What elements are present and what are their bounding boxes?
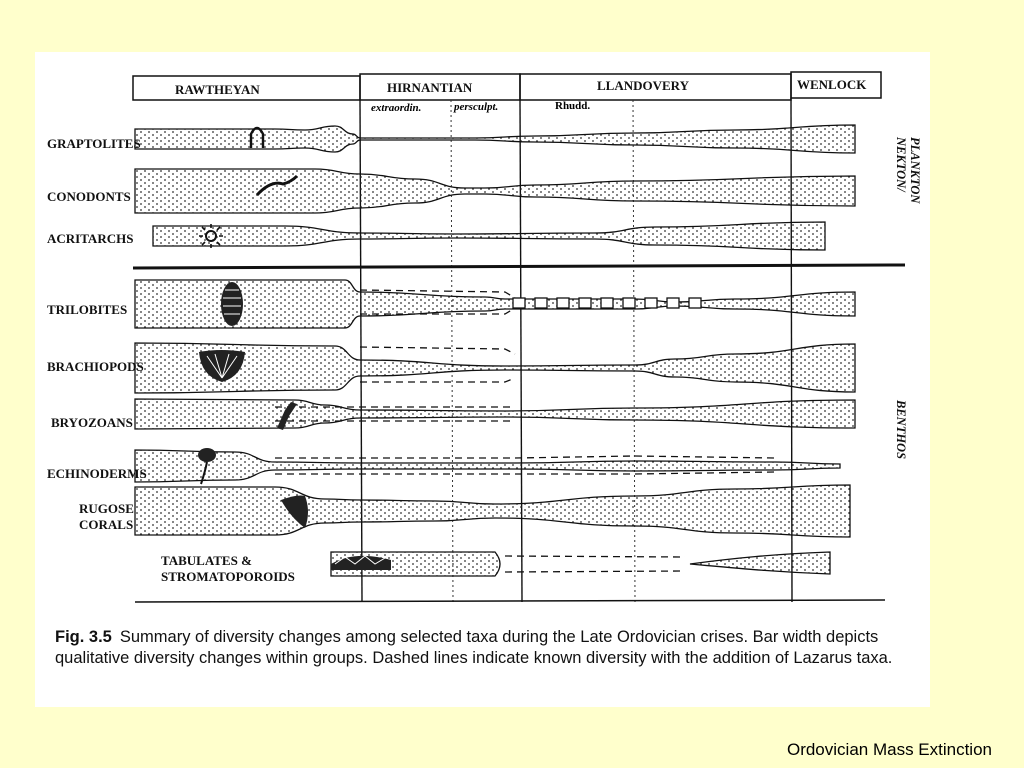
figure-panel [35, 52, 930, 707]
figure-caption [55, 627, 915, 669]
echinoderms-bar [135, 450, 840, 482]
lazarus-box [579, 298, 591, 308]
zone-rhudd: Rhudd. [555, 100, 591, 112]
bryozoans-bar [135, 399, 855, 429]
trilobite-lazarus-boxes [513, 298, 701, 308]
slide-footer: Ordovician Mass Extinction [786, 740, 992, 759]
taxon-trilobites: TRILOBITES [47, 302, 128, 317]
brachiopods-dash-upper [360, 347, 515, 354]
lazarus-box [667, 298, 679, 308]
caption-text: Summary of diversity changes among selected taxa during the Late Ordovician crises. Bar width depicts qualitative diversity changes within groups. Dashed lines indicate known diversity with the addition of Lazarus taxa. [55, 628, 893, 667]
lazarus-box [535, 298, 547, 308]
taxon-rugose-line2: CORALS [79, 517, 134, 532]
taxon-echinoderms: ECHINODERMS [47, 466, 147, 481]
lazarus-box [689, 298, 701, 308]
graptolites-bar [135, 125, 855, 153]
tabulates-recovery-bar [690, 552, 830, 574]
taxon-rugose-line1: RUGOSE [79, 501, 134, 516]
period-wenlock: WENLOCK [797, 77, 867, 92]
rugose-bar [135, 485, 850, 537]
taxon-conodonts: CONODONTS [47, 189, 131, 204]
figure-number: Fig. 3.5 [55, 628, 112, 646]
tabulates-dash-lower [505, 571, 685, 572]
echinoderms-dash-lower [275, 472, 775, 474]
lazarus-box [557, 298, 569, 308]
taxon-tabulates-line1: TABULATES & [161, 553, 252, 568]
brachiopods-bar [135, 343, 855, 393]
lazarus-box [601, 298, 613, 308]
trilobite-icon [221, 282, 243, 326]
echinoderms-dash-upper [275, 456, 775, 458]
taxon-bryozoans: BRYOZOANS [51, 415, 133, 430]
taxon-brachiopods: BRACHIOPODS [47, 359, 144, 374]
diversity-bars [135, 125, 855, 576]
brachiopods-dash-lower [360, 378, 515, 382]
taxon-graptolites: GRAPTOLITES [47, 136, 141, 151]
tabulates-dash-upper [505, 556, 685, 557]
zone-boundaries [451, 100, 635, 602]
lazarus-box [623, 298, 635, 308]
period-rawtheyan: RAWTHEYAN [175, 82, 260, 97]
diversity-diagram [35, 52, 930, 622]
lazarus-box [513, 298, 525, 308]
taxon-tabulates-line2: STROMATOPOROIDS [161, 569, 295, 584]
group-divider [133, 265, 905, 268]
zone-persculpt: persculpt. [454, 101, 499, 113]
bottom-rule [135, 600, 885, 602]
conodonts-bar [135, 169, 855, 213]
acritarchs-bar [153, 222, 825, 250]
zone-extraordin: extraordin. [371, 102, 422, 114]
period-llandovery: LLANDOVERY [597, 78, 689, 93]
group-nekton-line2: PLANKTON [908, 137, 922, 204]
lazarus-box [645, 298, 657, 308]
group-benthos: BENTHOS [894, 400, 908, 460]
group-nekton-line1: NEKTON/ [894, 137, 908, 192]
taxon-acritarchs: ACRITARCHS [47, 231, 134, 246]
period-hirnantian: HIRNANTIAN [387, 80, 473, 95]
